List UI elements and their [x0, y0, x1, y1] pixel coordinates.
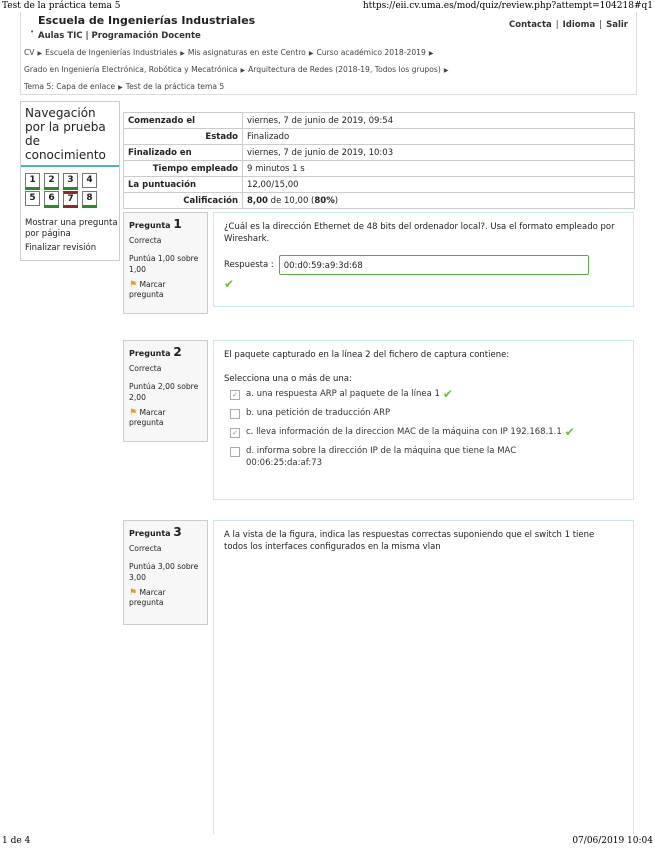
breadcrumb-arrow-icon: ▶	[180, 50, 185, 57]
sub-navigation	[38, 31, 201, 41]
table-row	[124, 113, 635, 129]
answer-option[interactable]: ✓ c. lleva información de la direccion MAC de la máquina con IP 192.168.1.1 ✔	[224, 426, 623, 438]
question-text: A la vista de la figura, indica las respuestas correctas suponiendo que el switch 1 tiene todos los interfaces configurados en la misma vlan	[224, 530, 595, 552]
checkbox[interactable]	[230, 409, 240, 419]
correct-check-icon: ✔	[224, 277, 235, 291]
question-state: Correcta	[129, 544, 162, 553]
show-one-per-page-link[interactable]: Mostrar una pregunta por página	[25, 218, 118, 239]
question-prompt: Selecciona una o más de una:	[224, 374, 352, 384]
summary-label: La puntuación	[124, 177, 243, 193]
menu-idioma[interactable]: Idioma	[562, 20, 596, 30]
table-row	[124, 177, 635, 193]
breadcrumb-escuela[interactable]: Escuela de Ingenierías Industriales	[45, 48, 178, 57]
checkbox-checked[interactable]: ✓	[230, 390, 240, 400]
question-content-2	[213, 340, 634, 500]
question-text: ¿Cuál es la dirección Ethernet de 48 bits del ordenador local?. Usa el formato empleado por Wireshark.	[224, 222, 615, 244]
question-info-2	[123, 340, 208, 442]
breadcrumb-arrow-icon: ▶	[118, 84, 123, 91]
summary-value: viernes, 7 de junio de 2019, 10:03	[243, 145, 635, 161]
question-grade: Puntúa 3,00 sobre 3,00	[129, 562, 199, 582]
correct-check-icon: ✔	[564, 425, 575, 439]
attempt-summary-table	[123, 112, 635, 209]
checkbox[interactable]	[230, 447, 240, 457]
subnav-programacion[interactable]: Programación Docente	[91, 31, 201, 41]
summary-value: Finalizado	[243, 129, 635, 145]
flag-icon: ⚑	[129, 588, 138, 598]
breadcrumb-cv[interactable]: CV	[24, 48, 35, 57]
finish-review-link[interactable]: Finalizar revisión	[25, 243, 97, 253]
question-state: Correcta	[129, 236, 162, 245]
breadcrumb-line-2	[24, 65, 451, 74]
summary-value: 9 minutos 1 s	[243, 161, 635, 177]
breadcrumb-curso[interactable]: Curso académico 2018-2019	[316, 48, 426, 57]
flag-question-button[interactable]: ⚑ Marcar pregunta	[129, 588, 166, 607]
question-info-3	[123, 520, 208, 625]
table-row	[124, 145, 635, 161]
breadcrumb-asignatura[interactable]: Arquitectura de Redes (2018-19, Todos los grupos)	[248, 65, 441, 74]
answer-option[interactable]: d. informa sobre la dirección IP de la máquina que tiene la MAC 00:06:25:da:af:73	[224, 445, 623, 469]
question-content-3	[213, 520, 634, 834]
breadcrumb-tema[interactable]: Tema 5: Capa de enlace	[24, 82, 116, 91]
answer-row	[224, 255, 623, 275]
quiz-navigation-block	[20, 101, 120, 261]
breadcrumb	[24, 48, 436, 57]
question-number: Pregunta 2	[129, 345, 182, 359]
table-row	[124, 161, 635, 177]
question-nav-button[interactable]: 4	[82, 173, 97, 188]
question-text: El paquete capturado en la línea 2 del fichero de captura contiene:	[224, 350, 510, 360]
question-nav-button[interactable]: 1	[25, 173, 40, 188]
summary-value: 12,00/15,00	[243, 177, 635, 193]
answer-option[interactable]: ✓ a. una respuesta ARP al paquete de la línea 1 ✔	[224, 388, 623, 400]
question-info-1	[123, 212, 208, 314]
print-page-number: 1 de 4	[2, 836, 31, 846]
breadcrumb-arrow-icon: ▶	[37, 50, 43, 57]
flag-question-button[interactable]: ⚑ Marcar pregunta	[129, 408, 166, 427]
menu-salir[interactable]: Salir	[606, 20, 628, 30]
question-nav-button[interactable]: 7	[63, 191, 78, 206]
flag-question-button[interactable]: ⚑ Marcar pregunta	[129, 280, 166, 299]
breadcrumb-arrow-icon: ▶	[308, 50, 314, 57]
breadcrumb-arrow-icon: ▶	[240, 67, 246, 74]
summary-label: Comenzado el	[124, 113, 243, 129]
summary-value: viernes, 7 de junio de 2019, 09:54	[243, 113, 635, 129]
print-doc-title: Test de la práctica tema 5	[2, 1, 121, 11]
question-nav-button[interactable]: 2	[44, 173, 59, 188]
breadcrumb-grado[interactable]: Grado en Ingeniería Electrónica, Robótica y Mecatrónica	[24, 65, 238, 74]
breadcrumb-test[interactable]: Test de la práctica tema 5	[125, 82, 225, 91]
answer-option[interactable]: b. una petición de traducción ARP	[224, 407, 623, 419]
question-nav-button[interactable]: 8	[82, 191, 97, 206]
table-row	[124, 193, 635, 209]
logo-dot-icon: •	[30, 28, 35, 36]
subnav-aulas-tic[interactable]: Aulas TIC	[38, 31, 83, 41]
checkbox-checked[interactable]: ✓	[230, 428, 240, 438]
breadcrumb-arrow-icon: ▶	[428, 50, 434, 57]
breadcrumb-arrow-icon: ▶	[443, 67, 449, 74]
menu-contacta[interactable]: Contacta	[509, 20, 552, 30]
flag-icon: ⚑	[129, 408, 138, 418]
question-grade: Puntúa 1,00 sobre 1,00	[129, 254, 199, 274]
site-header	[20, 12, 637, 95]
answer-input[interactable]: 00:d0:59:a9:3d:68	[279, 255, 589, 275]
question-state: Correcta	[129, 364, 162, 373]
answer-label: Respuesta :	[224, 260, 274, 270]
question-nav-button[interactable]: 5	[25, 191, 40, 206]
correct-check-icon: ✔	[442, 387, 453, 401]
breadcrumb-line-3	[24, 82, 224, 91]
top-menu: Contacta | Idioma | Salir	[509, 20, 628, 30]
print-url: https://eii.cv.uma.es/mod/quiz/review.php?attempt=104218#q1	[362, 1, 653, 11]
question-number: Pregunta 3	[129, 525, 182, 539]
question-grade: Puntúa 2,00 sobre 2,00	[129, 382, 199, 402]
question-number: Pregunta 1	[129, 217, 182, 231]
summary-label: Tiempo empleado	[124, 161, 243, 177]
summary-value: 8,00 de 10,00 (80%)	[243, 193, 635, 209]
flag-icon: ⚑	[129, 280, 138, 290]
subnav-separator: |	[85, 31, 92, 41]
school-name[interactable]: Escuela de Ingenierías Industriales	[38, 14, 256, 27]
summary-label: Estado	[124, 129, 243, 145]
summary-label: Finalizado en	[124, 145, 243, 161]
print-datetime: 07/06/2019 10:04	[572, 836, 653, 846]
table-row	[124, 129, 635, 145]
question-navigation-grid	[21, 167, 119, 206]
question-nav-button[interactable]: 3	[63, 173, 78, 188]
quiz-navigation-title: Navegación por la prueba de conocimiento	[21, 102, 119, 167]
question-nav-button[interactable]: 6	[44, 191, 59, 206]
question-content-1	[213, 212, 634, 307]
summary-label: Calificación	[124, 193, 243, 209]
breadcrumb-mis-asignaturas[interactable]: Mis asignaturas en este Centro	[187, 48, 306, 57]
